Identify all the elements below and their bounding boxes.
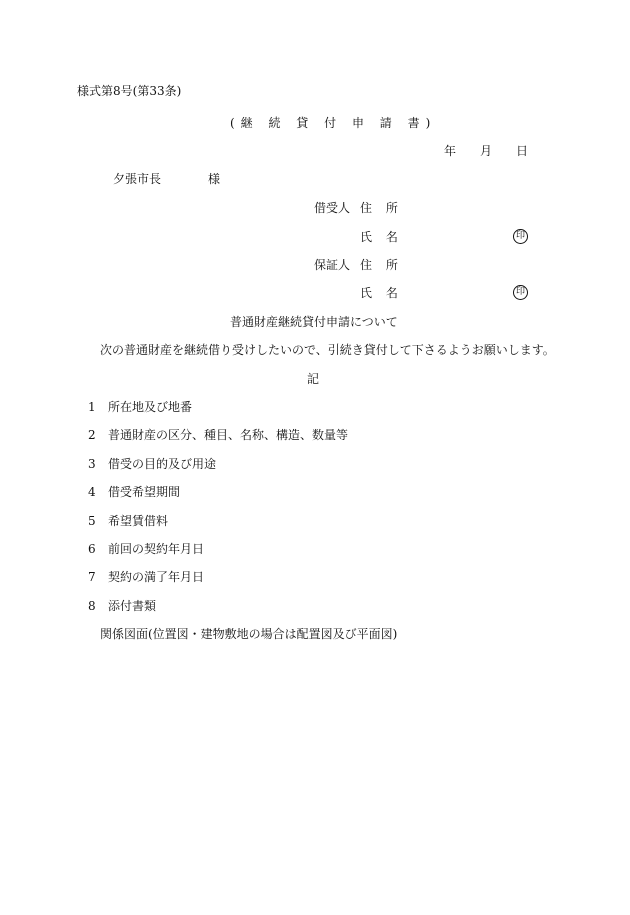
ki-heading: 記 bbox=[307, 372, 320, 386]
attachment-note: 関係図面(位置図・建物敷地の場合は配置図及び平面図) bbox=[100, 627, 398, 641]
list-item-text: 契約の満了年月日 bbox=[108, 570, 205, 584]
date-month-label: 月 bbox=[480, 144, 493, 158]
date-year-label: 年 bbox=[444, 144, 457, 158]
document-title: (継 続 貸 付 申 請 書) bbox=[230, 116, 437, 130]
list-item-number: 6 bbox=[88, 542, 96, 556]
list-item-text: 普通財産の区分、種目、名称、構造、数量等 bbox=[108, 428, 349, 442]
borrower-address-label: 住 所 bbox=[360, 201, 403, 215]
body-text: 次の普通財産を継続借り受けしたいので、引続き貸付して下さるようお願いします。 bbox=[100, 343, 555, 357]
guarantor-seal-icon bbox=[513, 285, 528, 300]
addressee-honorific: 様 bbox=[208, 172, 221, 186]
list-item-text: 借受の目的及び用途 bbox=[108, 457, 217, 471]
list-item-number: 4 bbox=[88, 485, 96, 499]
subject-line: 普通財産継続貸付申請について bbox=[230, 315, 398, 329]
guarantor-seal-text: 印 bbox=[515, 287, 525, 297]
guarantor-name-label: 氏 名 bbox=[360, 286, 403, 300]
form-number: 様式第8号(第33条) bbox=[77, 84, 182, 98]
list-item-number: 2 bbox=[88, 428, 96, 442]
borrower-name-label: 氏 名 bbox=[360, 230, 403, 244]
list-item-number: 3 bbox=[88, 457, 96, 471]
list-item-number: 8 bbox=[88, 599, 96, 613]
list-item-text: 前回の契約年月日 bbox=[108, 542, 205, 556]
list-item-text: 借受希望期間 bbox=[108, 485, 181, 499]
list-item-number: 5 bbox=[88, 514, 96, 528]
guarantor-address-label: 住 所 bbox=[360, 258, 403, 272]
addressee-name: 夕張市長 bbox=[113, 172, 162, 186]
guarantor-role: 保証人 bbox=[314, 258, 351, 272]
list-item-text: 添付書類 bbox=[108, 599, 157, 613]
list-item-number: 1 bbox=[88, 400, 96, 414]
borrower-seal-text: 印 bbox=[515, 231, 525, 241]
borrower-role: 借受人 bbox=[314, 201, 351, 215]
list-item-number: 7 bbox=[88, 570, 96, 584]
list-item-text: 希望賃借料 bbox=[108, 514, 169, 528]
list-item-text: 所在地及び地番 bbox=[108, 400, 193, 414]
date-day-label: 日 bbox=[516, 144, 529, 158]
borrower-seal-icon bbox=[513, 229, 528, 244]
